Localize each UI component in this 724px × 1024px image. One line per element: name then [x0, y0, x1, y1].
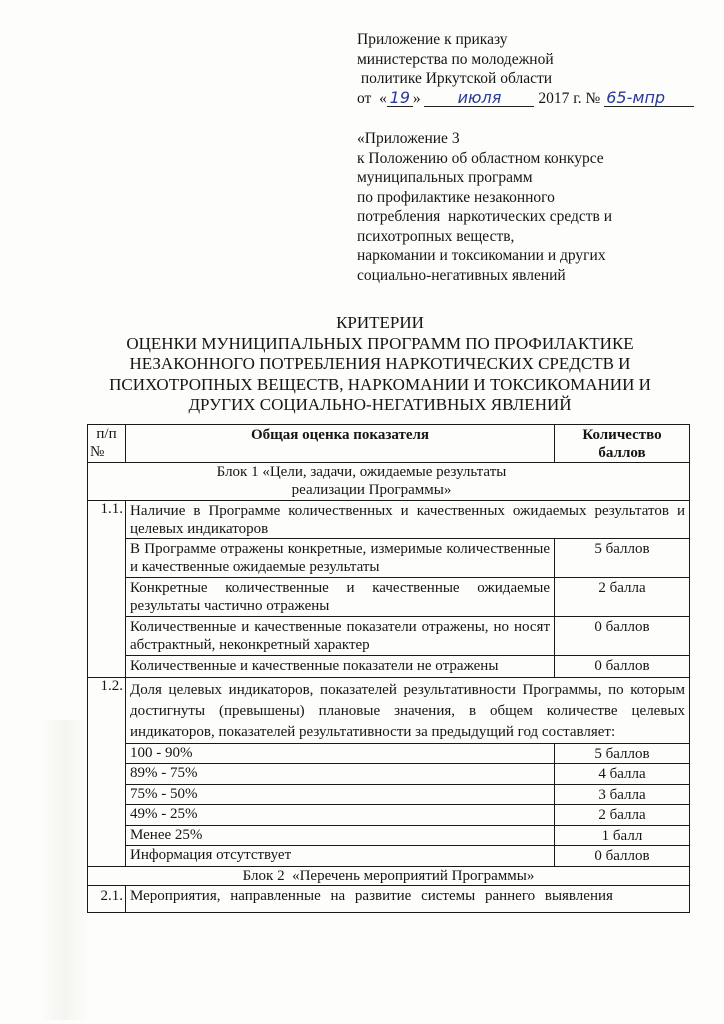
- criterion-score: 0 баллов: [555, 617, 690, 656]
- title-line-2: ОЦЕНКИ МУНИЦИПАЛЬНЫХ ПРОГРАММ ПО ПРОФИЛАКТИКЕ: [126, 333, 634, 353]
- table-header-row: [88, 425, 690, 463]
- handwritten-month: июля: [424, 89, 534, 107]
- block-2-title: Блок 2 «Перечень мероприятий Программы»: [88, 866, 690, 886]
- table-row: [88, 784, 690, 805]
- table-row: [88, 743, 690, 764]
- criterion-score: 5 баллов: [555, 539, 690, 578]
- range-text: Информация отсутствует: [126, 846, 555, 867]
- order-line-3: политике Иркутской области: [357, 70, 553, 87]
- table-row: [88, 656, 690, 678]
- date-prefix: от «: [357, 89, 387, 107]
- block-1-line-1: Блок 1 «Цели, задачи, ожидаемые результаты: [216, 464, 507, 480]
- handwritten-order-number: 65-мпр: [604, 89, 694, 107]
- range-score: 3 балла: [555, 784, 690, 805]
- table-row: [88, 805, 690, 826]
- title-line-5: ДРУГИХ СОЦИАЛЬНО-НЕГАТИВНЫХ ЯВЛЕНИЙ: [188, 395, 572, 414]
- appendix-line-5: потребления наркотических средств и: [357, 208, 613, 225]
- appendix-line-1: «Приложение 3: [357, 130, 460, 147]
- table-row: [88, 617, 690, 656]
- order-line-2: министерства по молодежной: [357, 50, 554, 68]
- range-score: 5 баллов: [555, 743, 690, 764]
- table-row: [88, 578, 690, 617]
- section-2-1-text: Мероприятия, направленные на развитие системы раннего выявления: [126, 886, 690, 913]
- table-row: [88, 764, 690, 785]
- block-2-row: [88, 866, 690, 886]
- criterion-text: Количественные и качественные показатели не отражены: [126, 656, 555, 678]
- appendix-line-8: социально-негативных явлений: [357, 266, 566, 284]
- title-line-1: КРИТЕРИИ: [336, 313, 424, 332]
- range-text: 75% - 50%: [126, 784, 555, 805]
- range-text: 49% - 25%: [126, 805, 555, 826]
- section-1-1-text: Наличие в Программе количественных и качественных ожидаемых результатов и целевых индикаторов: [126, 501, 690, 539]
- handwritten-day: 19: [387, 89, 413, 107]
- range-text: 100 - 90%: [126, 743, 555, 764]
- criterion-score: 2 балла: [555, 578, 690, 617]
- range-score: 0 баллов: [555, 846, 690, 867]
- appendix-reference: [357, 129, 697, 285]
- range-score: 1 балл: [555, 825, 690, 846]
- order-date-line: [357, 89, 707, 109]
- appendix-line-2: к Положению об областном конкурсе: [357, 149, 604, 167]
- range-score: 2 балла: [555, 805, 690, 826]
- title-line-4: ПСИХОТРОПНЫХ ВЕЩЕСТВ, НАРКОМАНИИ И ТОКСИКОМАНИИ И: [109, 374, 651, 394]
- criteria-table: [87, 424, 690, 913]
- header-score-line-1: Количество: [582, 427, 662, 443]
- section-1-1-number: 1.1.: [88, 501, 126, 678]
- header-score: [555, 425, 690, 463]
- criterion-text: Конкретные количественные и качественные ожидаемые результаты частично отражены: [126, 578, 555, 617]
- criterion-text: Количественные и качественные показатели отражены, но носят абстрактный, неконкретный характер: [126, 617, 555, 656]
- range-text: 89% - 75%: [126, 764, 555, 785]
- date-mid: »: [412, 89, 421, 107]
- order-reference: [357, 30, 707, 108]
- section-1-2-number: 1.2.: [88, 677, 126, 866]
- range-score: 4 балла: [555, 764, 690, 785]
- section-1-2-text: Доля целевых индикаторов, показателей результативности Программы, по которым достигнуты (превышены) плановые значения, в общем количестве целевых индикаторов, показателей результативности за предыдущий год составляет:: [126, 677, 690, 743]
- appendix-line-7: наркомании и токсикомании и других: [357, 247, 606, 264]
- document-title: [60, 313, 700, 416]
- scan-shadow: [40, 720, 90, 1020]
- appendix-line-3: муниципальных программ: [357, 169, 533, 186]
- table-row: [88, 846, 690, 867]
- header-indicator: Общая оценка показателя: [126, 425, 555, 463]
- section-1-1-row: [88, 501, 690, 539]
- block-1-line-2: реализации Программы»: [291, 481, 452, 498]
- criterion-text: В Программе отражены конкретные, измеримые количественные и качественные ожидаемые результаты: [126, 539, 555, 578]
- criterion-score: 0 баллов: [555, 656, 690, 678]
- section-2-1-row: [88, 886, 690, 913]
- block-1-title: [88, 463, 690, 501]
- date-year: 2017 г. №: [534, 89, 601, 107]
- header-score-line-2: баллов: [598, 444, 646, 461]
- range-text: Менее 25%: [126, 825, 555, 846]
- header-number: [88, 425, 126, 463]
- order-line-1: Приложение к приказу: [357, 31, 508, 48]
- appendix-line-6: психотропных веществ,: [357, 227, 515, 245]
- table-row: [88, 539, 690, 578]
- table-row: [88, 825, 690, 846]
- appendix-line-4: по профилактике незаконного: [357, 188, 555, 206]
- header-number-line-1: п/п: [96, 426, 117, 442]
- header-number-line-2: №: [90, 443, 105, 460]
- title-line-3: НЕЗАКОННОГО ПОТРЕБЛЕНИЯ НАРКОТИЧЕСКИХ СРЕДСТВ И: [129, 354, 631, 373]
- section-1-2-row: [88, 677, 690, 743]
- section-2-1-number: 2.1.: [88, 886, 126, 913]
- block-1-row: [88, 463, 690, 501]
